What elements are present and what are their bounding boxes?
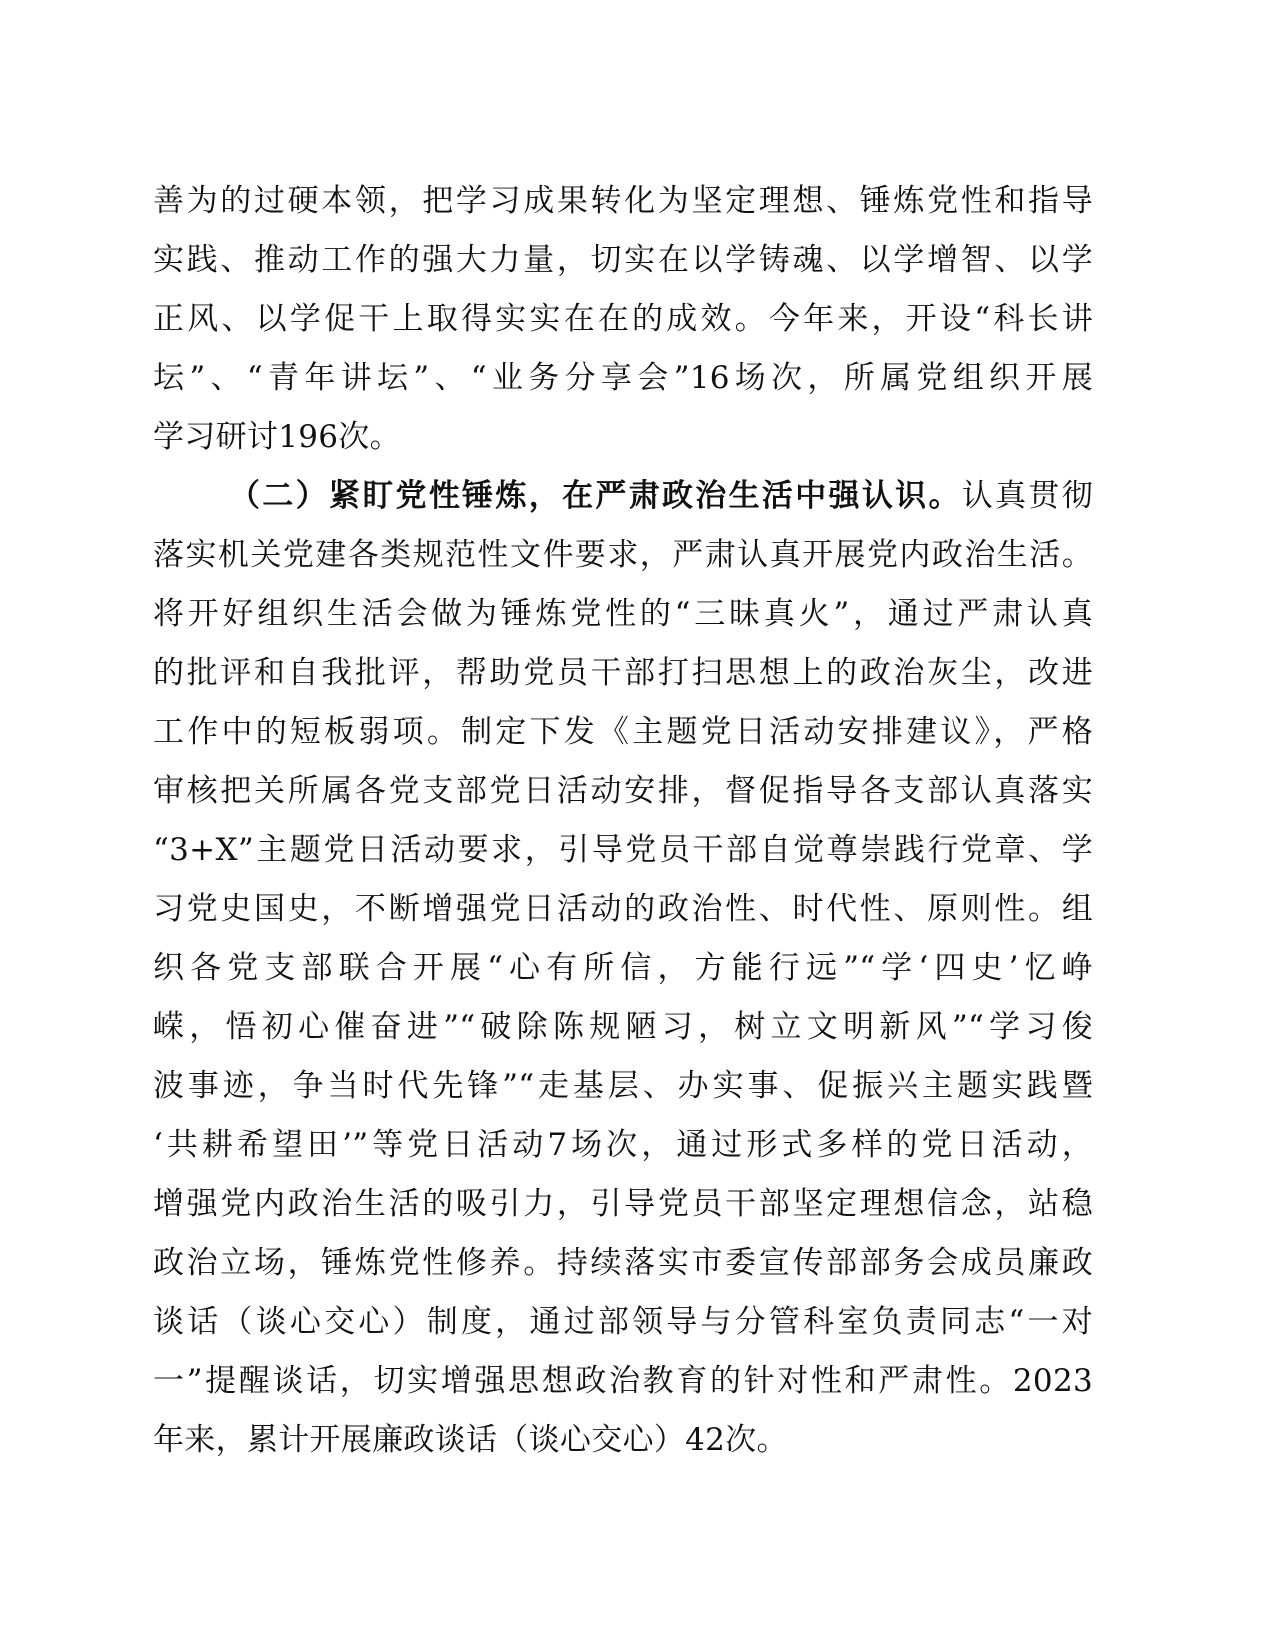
section-heading-line bbox=[153, 467, 1093, 526]
text-line: 将开好组织生活会做为锤炼党性的“三昧真火”，通过严肃认真 bbox=[153, 596, 1093, 632]
text-line: “3+X”主题党日活动要求，引导党员干部自觉尊崇践行党章、学 bbox=[153, 832, 1093, 868]
text-line: 嵘，悟初心催奋进”“破除陈规陋习，树立文明新风”“学习俊 bbox=[153, 1009, 1093, 1045]
paragraph-party-spirit bbox=[153, 467, 1093, 1470]
text-line: 落实机关党建各类规范性文件要求，严肃认真开展党内政治生活。 bbox=[153, 537, 1093, 573]
text-line: 的批评和自我批评，帮助党员干部打扫思想上的政治灰尘，改进 bbox=[153, 655, 1093, 691]
text-line: 谈话（谈心交心）制度，通过部领导与分管科室负责同志“一对 bbox=[153, 1304, 1093, 1340]
text-line: 习党史国史，不断增强党日活动的政治性、时代性、原则性。组 bbox=[153, 891, 1093, 927]
text-fragment: 认真贯彻 bbox=[961, 478, 1093, 514]
text-line: 增强党内政治生活的吸引力，引导党员干部坚定理想信念，站稳 bbox=[153, 1186, 1093, 1222]
text-line: 工作中的短板弱项。制定下发《主题党日活动安排建议》，严格 bbox=[153, 714, 1093, 750]
text-line: 正风、以学促干上取得实实在在的成效。今年来，开设“科长讲 bbox=[153, 301, 1093, 337]
text-line: ‘共耕希望田’”等党日活动7场次，通过形式多样的党日活动， bbox=[153, 1127, 1093, 1163]
text-line: 织各党支部联合开展“心有所信，方能行远”“学‘四史’忆峥 bbox=[153, 950, 1093, 986]
text-line: 政治立场，锤炼党性修养。持续落实市委宣传部部务会成员廉政 bbox=[153, 1245, 1093, 1281]
text-line: 坛”、“青年讲坛”、“业务分享会”16场次，所属党组织开展 bbox=[153, 360, 1093, 396]
text-line: 学习研讨196次。 bbox=[153, 419, 401, 455]
text-line: 年来，累计开展廉政谈话（谈心交心）42次。 bbox=[153, 1422, 788, 1458]
document-body bbox=[153, 172, 1093, 1470]
text-line: 善为的过硬本领，把学习成果转化为坚定理想、锤炼党性和指导 bbox=[153, 183, 1093, 219]
text-line: 一”提醒谈话，切实增强思想政治教育的针对性和严肃性。2023 bbox=[153, 1363, 1093, 1399]
text-line: 波事迹，争当时代先锋”“走基层、办实事、促振兴主题实践暨 bbox=[153, 1068, 1093, 1104]
section-heading: （二）紧盯党性锤炼，在严肃政治生活中强认识。 bbox=[229, 478, 962, 514]
text-line: 审核把关所属各党支部党日活动安排，督促指导各支部认真落实 bbox=[153, 773, 1093, 809]
paragraph-study-results bbox=[153, 172, 1093, 467]
text-line: 实践、推动工作的强大力量，切实在以学铸魂、以学增智、以学 bbox=[153, 242, 1093, 278]
